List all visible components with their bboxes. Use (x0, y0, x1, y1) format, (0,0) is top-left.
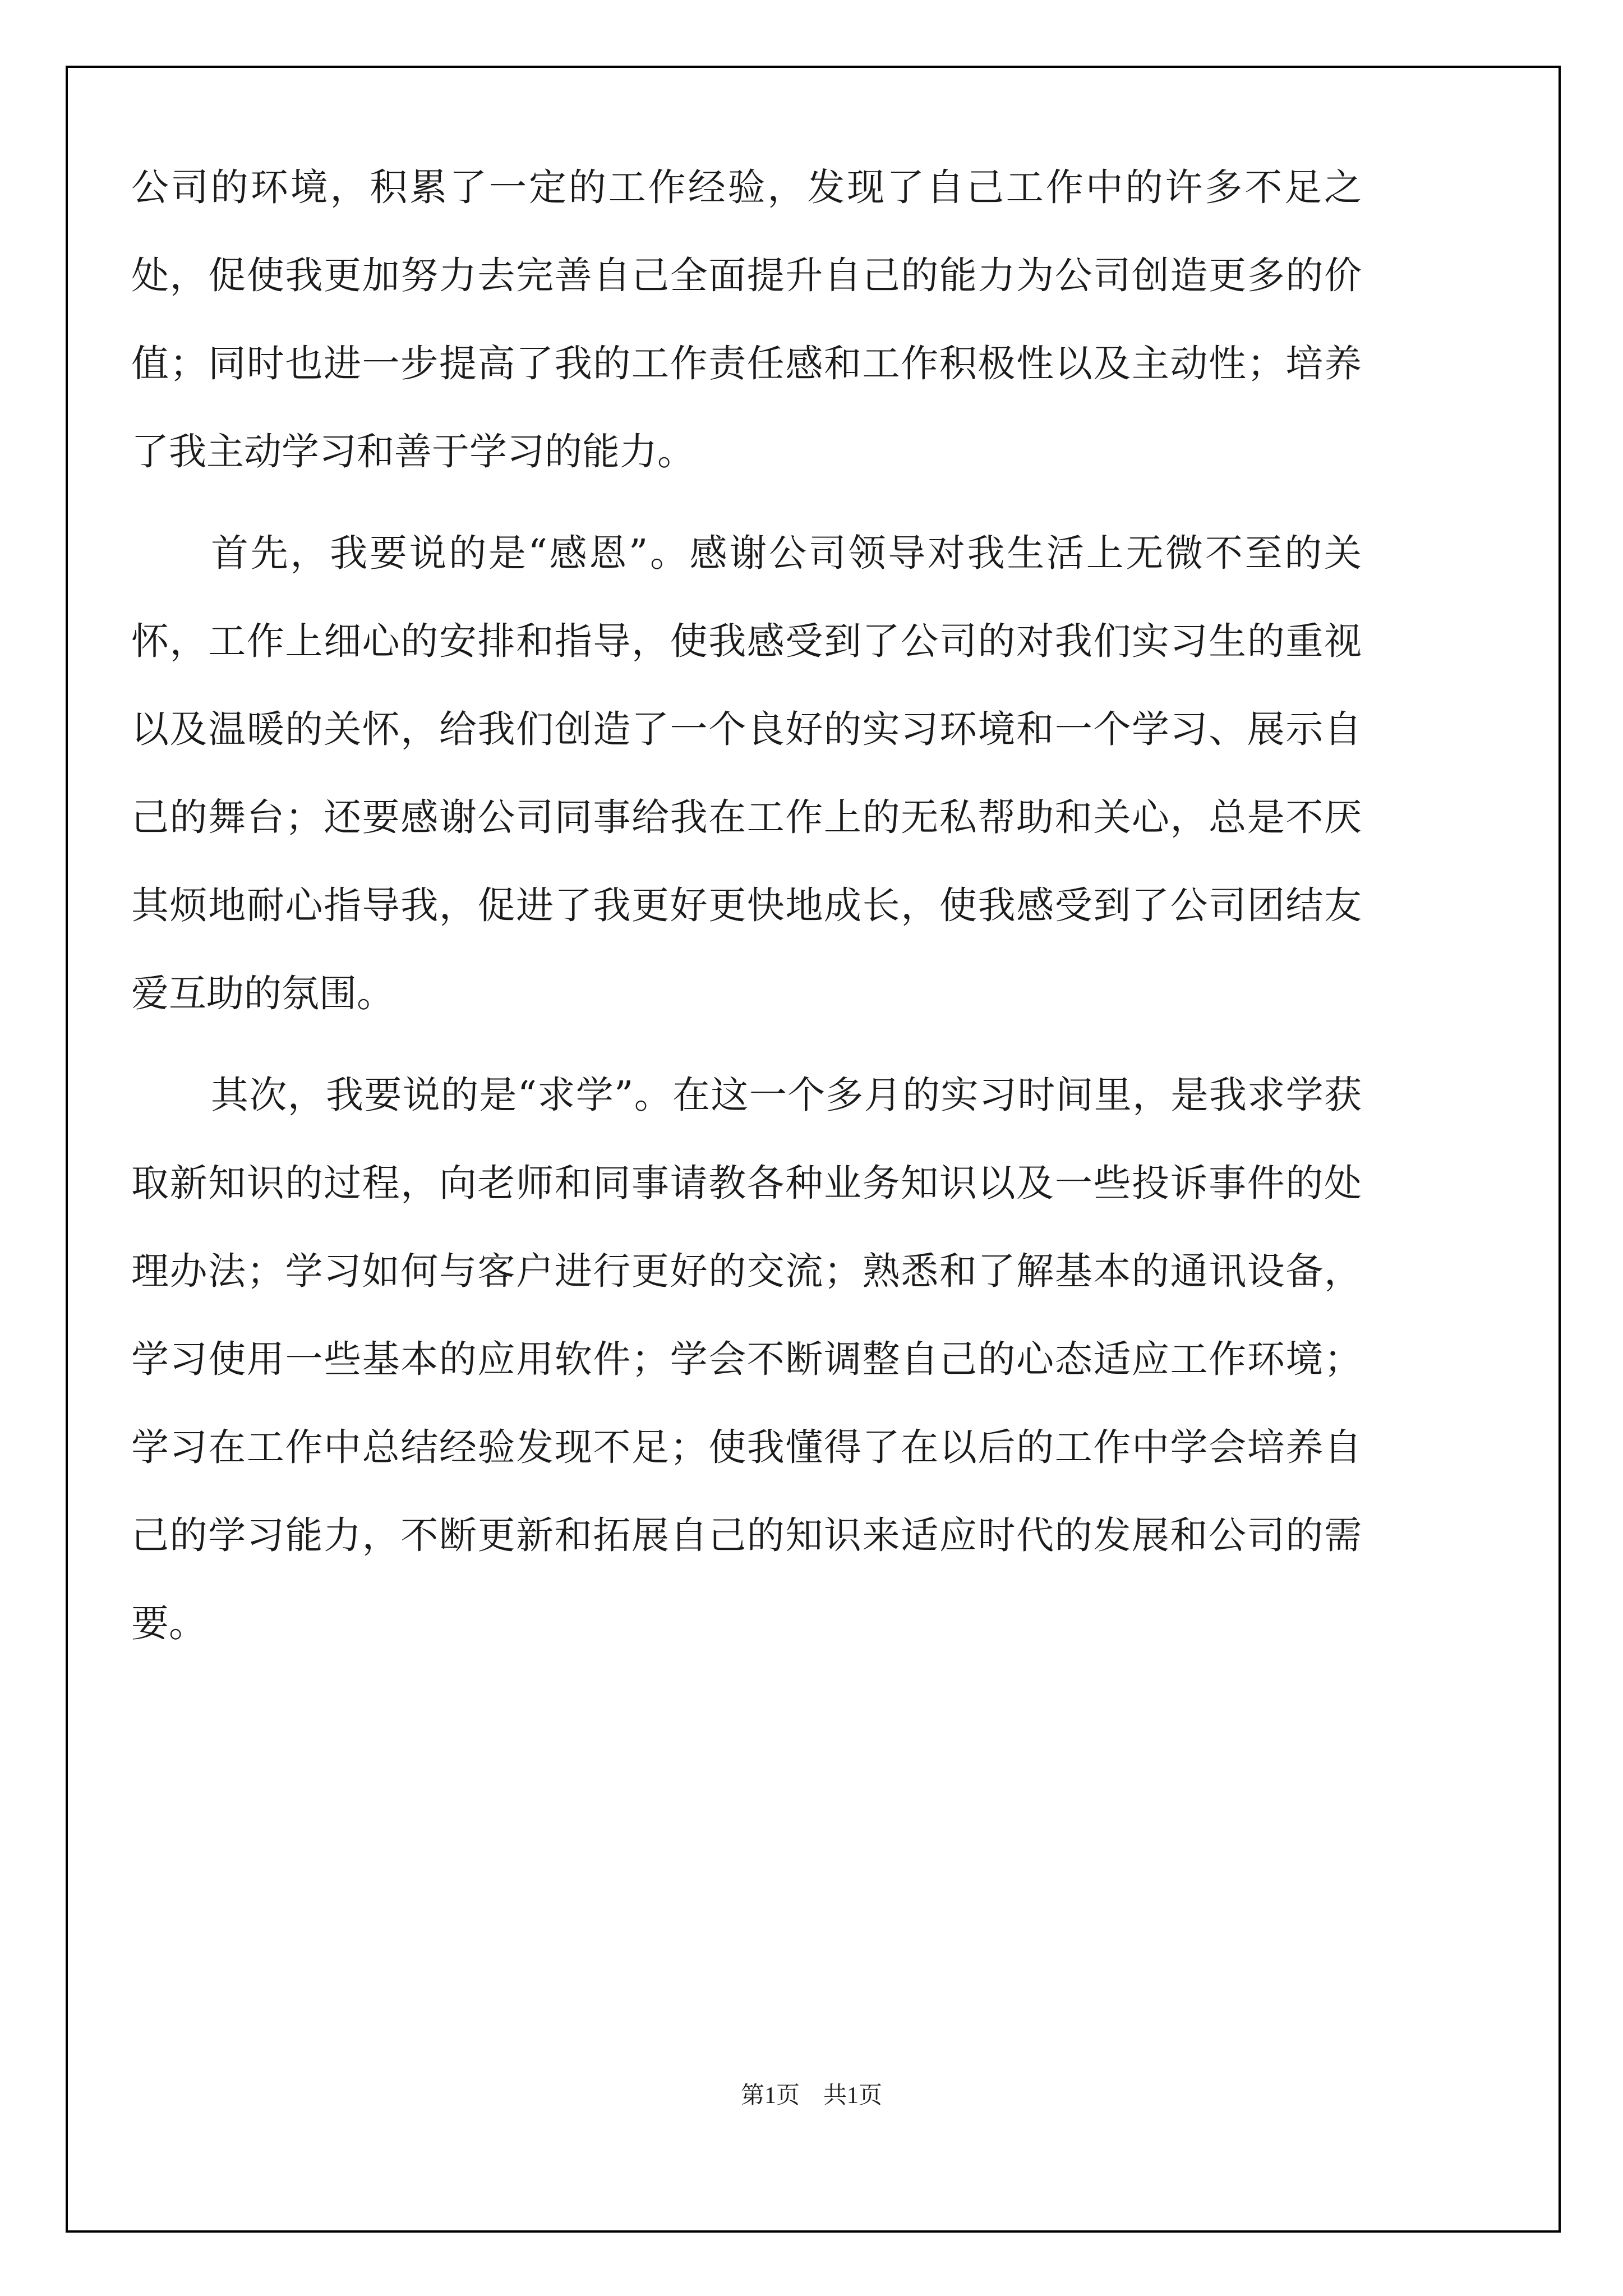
paragraph-gratitude: 首先，我要说的是“感恩”。感谢公司领导对我生活上无微不至的关怀，工作上细心的安排和指导，使我感受到了公司的对我们实习生的重视以及温暖的关怀，给我们创造了一个良好的实习环境和一个学习、展示自己的舞台；还要感谢公司同事给我在工作上的无私帮助和关心，总是不厌其烦地耐心指导我，促进了我更好更快地成长，使我感受到了公司团结友爱互助的氛围。 (131, 531, 1362, 1015)
page-number: 第1页 共1页 (740, 2083, 882, 2109)
paragraph-learning: 其次，我要说的是“求学”。在这一个多月的实习时间里，是我求学获取新知识的过程，向老师和同事请教各种业务知识以及一些投诉事件的处理办法；学习如何与客户进行更好的交流；熟悉和了解基本的通讯设备，学习使用一些基本的应用软件；学会不断调整自己的心态适应工作环境；学习在工作中总结经验发现不足；使我懂得了在以后的工作中学会培养自己的学习能力，不断更新和拓展自己的知识来适应时代的发展和公司的需要。 (131, 1073, 1362, 1645)
paragraph-continuation: 公司的环境，积累了一定的工作经验，发现了自己工作中的许多不足之处，促使我更加努力去完善自己全面提升自己的能力为公司创造更多的价值；同时也进一步提高了我的工作责任感和工作积极性以及主动性；培养了我主动学习和善于学习的能力。 (131, 165, 1362, 473)
document-body (131, 144, 1362, 1681)
